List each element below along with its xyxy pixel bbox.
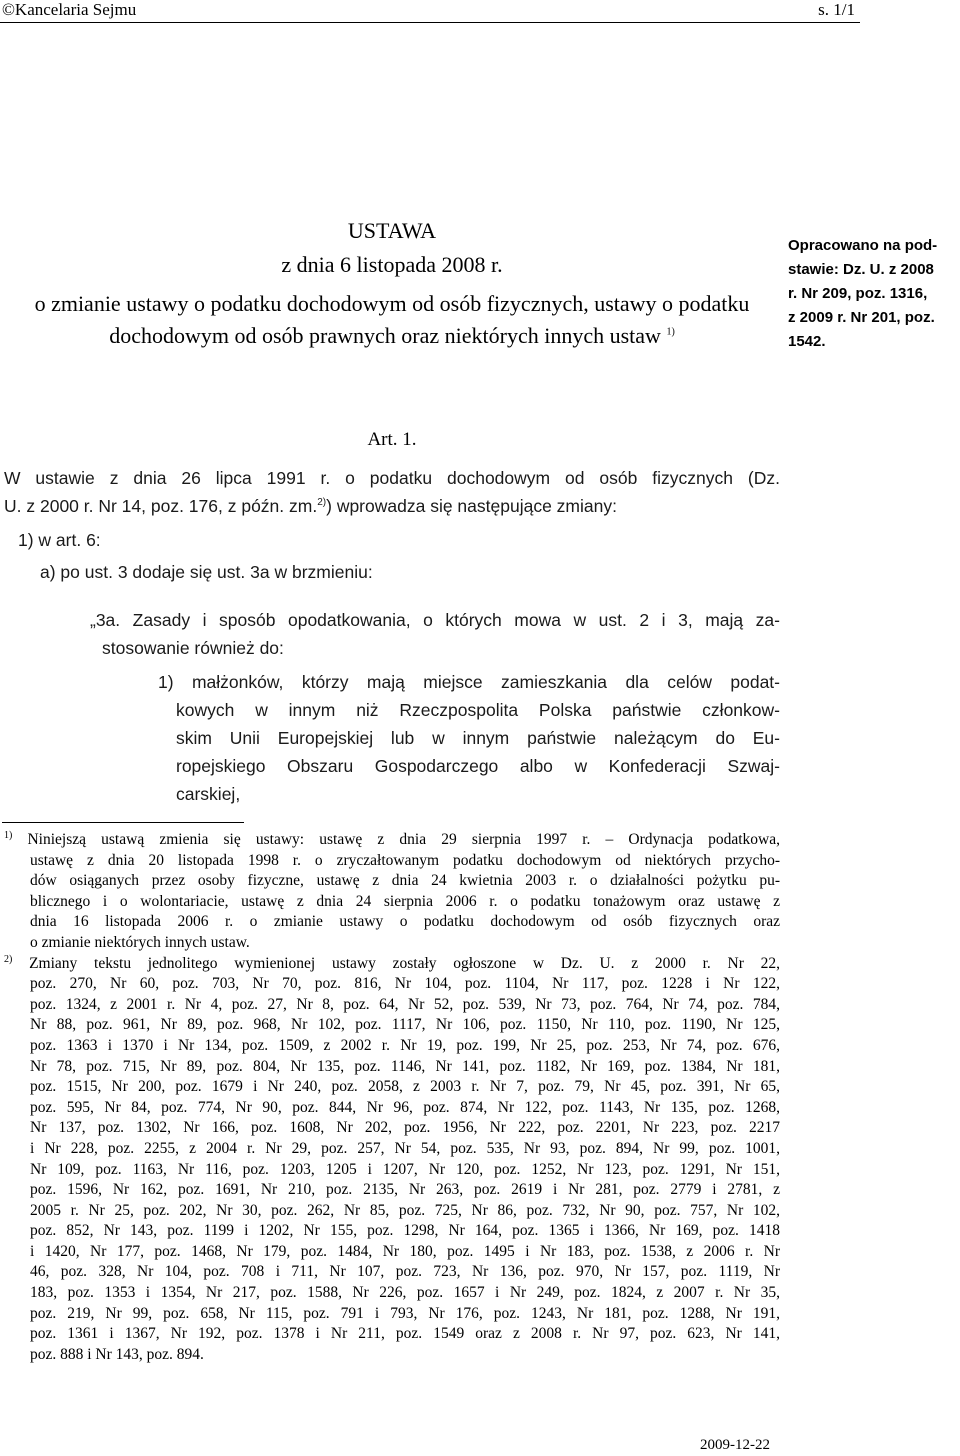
footnote-1-line bbox=[4, 830, 780, 851]
paragraph-3a-line-2: stosowanie również do: bbox=[102, 638, 284, 658]
sub-item-line: ropejskiego Obszaru Gospodarczego albo w Konfederacji Szwaj- bbox=[176, 756, 780, 776]
footnote-separator bbox=[2, 822, 244, 823]
title-subject-text: dochodowym od osób prawnych oraz niektórych innych ustaw bbox=[109, 323, 661, 348]
footnote-2-line: 46, poz. 328, Nr 104, poz. 708 i 711, Nr 107, poz. 723, Nr 136, poz. 970, Nr 157, poz. 1119, Nr bbox=[30, 1263, 780, 1281]
footnote-2-line: Nr 137, poz. 1302, Nr 166, poz. 1608, Nr 202, poz. 1956, Nr 222, poz. 2201, Nr 223, poz. 2217 bbox=[30, 1119, 780, 1137]
footnote-2-line: poz. 1596, Nr 162, poz. 1691, Nr 210, poz. 2135, Nr 263, poz. 2619 i Nr 281, poz. 2779 i 2781, z bbox=[30, 1181, 780, 1199]
side-note-line: 1542. bbox=[788, 333, 826, 350]
footnote-2-line: 183, poz. 1353 i 1354, Nr 217, poz. 1588, Nr 226, poz. 1657 i Nr 249, poz. 1824, z 2007 r. Nr 35, bbox=[30, 1284, 780, 1302]
footnote-2-line: poz. 595, Nr 84, poz. 774, Nr 90, poz. 844, Nr 96, poz. 874, Nr 122, poz. 1143, Nr 135, poz. 1268, bbox=[30, 1098, 780, 1116]
title-subject-line-1: o zmianie ustawy o podatku dochodowym od osób fizycznych, ustawy o podatku bbox=[34, 291, 750, 316]
footnote-2-line: poz. 852, Nr 143, poz. 1199 i 1202, Nr 155, poz. 1298, Nr 164, poz. 1365 i 1366, Nr 169, poz. 1418 bbox=[30, 1222, 780, 1240]
article-title: Art. 1. bbox=[367, 429, 417, 450]
side-note-line: stawie: Dz. U. z 2008 bbox=[788, 261, 934, 278]
intro-text: U. z 2000 r. Nr 14, poz. 176, z późn. zm. bbox=[4, 496, 318, 516]
footnote-2-line: poz. 1361 i 1367, Nr 192, poz. 1378 i Nr 211, poz. 1549 oraz z 2008 r. Nr 97, poz. 623, Nr 141, bbox=[30, 1325, 780, 1343]
footnote-2-line: Nr 88, poz. 961, Nr 89, poz. 968, Nr 102, poz. 1117, Nr 106, poz. 1150, Nr 110, poz. 1190, Nr 125, bbox=[30, 1016, 780, 1034]
side-note-source bbox=[788, 234, 960, 354]
title-kind: USTAWA bbox=[347, 218, 437, 243]
footnote-1-mark: 1) bbox=[4, 829, 13, 841]
intro-line-1: W ustawie z dnia 26 lipca 1991 r. o podatku dochodowym od osób fizycznych (Dz. bbox=[4, 468, 780, 488]
sub-item-line: skim Unii Europejskiej lub w innym państwie należącym do Eu- bbox=[176, 728, 780, 748]
header-source: ©Kancelaria Sejmu bbox=[2, 0, 137, 19]
sub-item-line: 1) małżonków, którzy mają miejsce zamieszkania dla celów podat- bbox=[158, 672, 780, 692]
header-page-number: s. 1/1 bbox=[818, 0, 855, 19]
footnote-2-text: Zmiany tekstu jednolitego wymienionej ustawy zostały ogłoszone w Dz. U. z 2000 r. Nr 22, bbox=[29, 954, 780, 972]
title-subject-line-2 bbox=[0, 320, 784, 352]
paragraph-3a-line-1: „3a. Zasady i sposób opodatkowania, o których mowa w ust. 2 i 3, mają za- bbox=[90, 610, 780, 630]
footnote-2-line: i 1420, Nr 177, poz. 1468, Nr 179, poz. 1484, Nr 180, poz. 1495 i Nr 183, poz. 1538, z 2006 r. Nr bbox=[30, 1242, 780, 1260]
footnote-2-line bbox=[4, 954, 780, 975]
list-item-1: 1) w art. 6: bbox=[18, 530, 101, 550]
footnote-1-line: o zmianie niektórych innych ustaw. bbox=[30, 933, 250, 951]
footnote-2-line: poz. 1324, z 2001 r. Nr 4, poz. 27, Nr 8, poz. 64, Nr 52, poz. 539, Nr 73, poz. 764, Nr 74, poz. 784, bbox=[30, 995, 780, 1013]
footnote-1-text: Niniejszą ustawą zmienia się ustawy: ustawę z dnia 29 sierpnia 1997 r. – Ordynacja podatkowa, bbox=[27, 831, 781, 848]
sub-item-line: kowych w innym niż Rzeczpospolita Polska państwie członkow- bbox=[176, 700, 780, 720]
sub-item-1 bbox=[158, 668, 780, 808]
intro-text-tail: ) wprowadza się następujące zmiany: bbox=[326, 496, 617, 516]
footnote-1-line: blicznego i o wolontariacie, ustawę z dnia 24 sierpnia 2006 r. o podatku tonażowym oraz ustawę z bbox=[30, 892, 780, 910]
title-date: z dnia 6 listopada 2008 r. bbox=[281, 252, 503, 277]
title-subject bbox=[0, 288, 784, 352]
article-intro bbox=[4, 464, 780, 520]
footnote-2-line: poz. 270, Nr 60, poz. 703, Nr 70, poz. 816, Nr 104, poz. 1104, Nr 117, poz. 1228 i Nr 122, bbox=[30, 975, 780, 993]
footnote-2-line: poz. 888 i Nr 143, poz. 894. bbox=[30, 1345, 204, 1363]
footnote-ref-1[interactable]: 1) bbox=[666, 326, 675, 338]
side-note-line: r. Nr 209, poz. 1316, bbox=[788, 285, 928, 302]
side-note-line: z 2009 r. Nr 201, poz. bbox=[788, 309, 935, 326]
footnote-2-line: 2005 r. Nr 25, poz. 202, Nr 30, poz. 262, Nr 85, poz. 725, Nr 86, poz. 732, Nr 90, poz. 757, Nr 102, bbox=[30, 1201, 780, 1219]
header-rule bbox=[0, 22, 860, 23]
footnote-2-line: Nr 109, poz. 1163, Nr 116, poz. 1203, 1205 i 1207, Nr 120, poz. 1252, Nr 123, poz. 1291, Nr 151, bbox=[30, 1160, 780, 1178]
side-note-line: Opracowano na pod- bbox=[788, 237, 938, 254]
footnote-1-line: ustawę z dnia 20 listopada 1998 r. o zryczałtowanym podatku dochodowym od niektórych przycho- bbox=[30, 851, 780, 869]
footnote-2-line: poz. 1515, Nr 200, poz. 1679 i Nr 240, poz. 2058, z 2003 r. Nr 7, poz. 79, Nr 45, poz. 391, Nr 65, bbox=[30, 1078, 780, 1096]
footnotes bbox=[4, 830, 780, 1365]
footnote-2-line: poz. 1363 i 1370 i Nr 134, poz. 1509, z 2002 r. Nr 19, poz. 199, Nr 25, poz. 253, Nr 74, poz. 676, bbox=[30, 1036, 780, 1054]
footnote-2-line: Nr 78, poz. 715, Nr 89, poz. 804, Nr 135, poz. 1146, Nr 141, poz. 1182, Nr 169, poz. 1384, Nr 181, bbox=[30, 1057, 780, 1075]
intro-line-2 bbox=[4, 492, 780, 520]
footnote-2-mark: 2) bbox=[4, 953, 13, 965]
footer-date: 2009-12-22 bbox=[700, 1437, 770, 1453]
footnote-2-line: poz. 219, Nr 99, poz. 658, Nr 115, poz. 791 i 793, Nr 176, poz. 1243, Nr 181, poz. 1288, Nr 191, bbox=[30, 1304, 780, 1322]
document-title bbox=[0, 214, 784, 352]
list-item-1a: a) po ust. 3 dodaje się ust. 3a w brzmieniu: bbox=[40, 562, 373, 582]
sub-item-line: carskiej, bbox=[176, 784, 241, 804]
footnote-1-line: dnia 16 listopada 2006 r. o zmianie ustawy o podatku dochodowym od osób fizycznych oraz bbox=[30, 913, 780, 931]
footnote-1-line: dów osiąganych przez osoby fizyczne, ustawę z dnia 24 kwietnia 2003 r. o działalności pożytku pu- bbox=[30, 872, 780, 890]
footnote-ref-2[interactable]: 2) bbox=[317, 497, 327, 509]
footnote-2-line: i Nr 228, poz. 2255, z 2004 r. Nr 29, poz. 257, Nr 54, poz. 535, Nr 93, poz. 894, Nr 99, poz. 1001, bbox=[30, 1139, 780, 1157]
